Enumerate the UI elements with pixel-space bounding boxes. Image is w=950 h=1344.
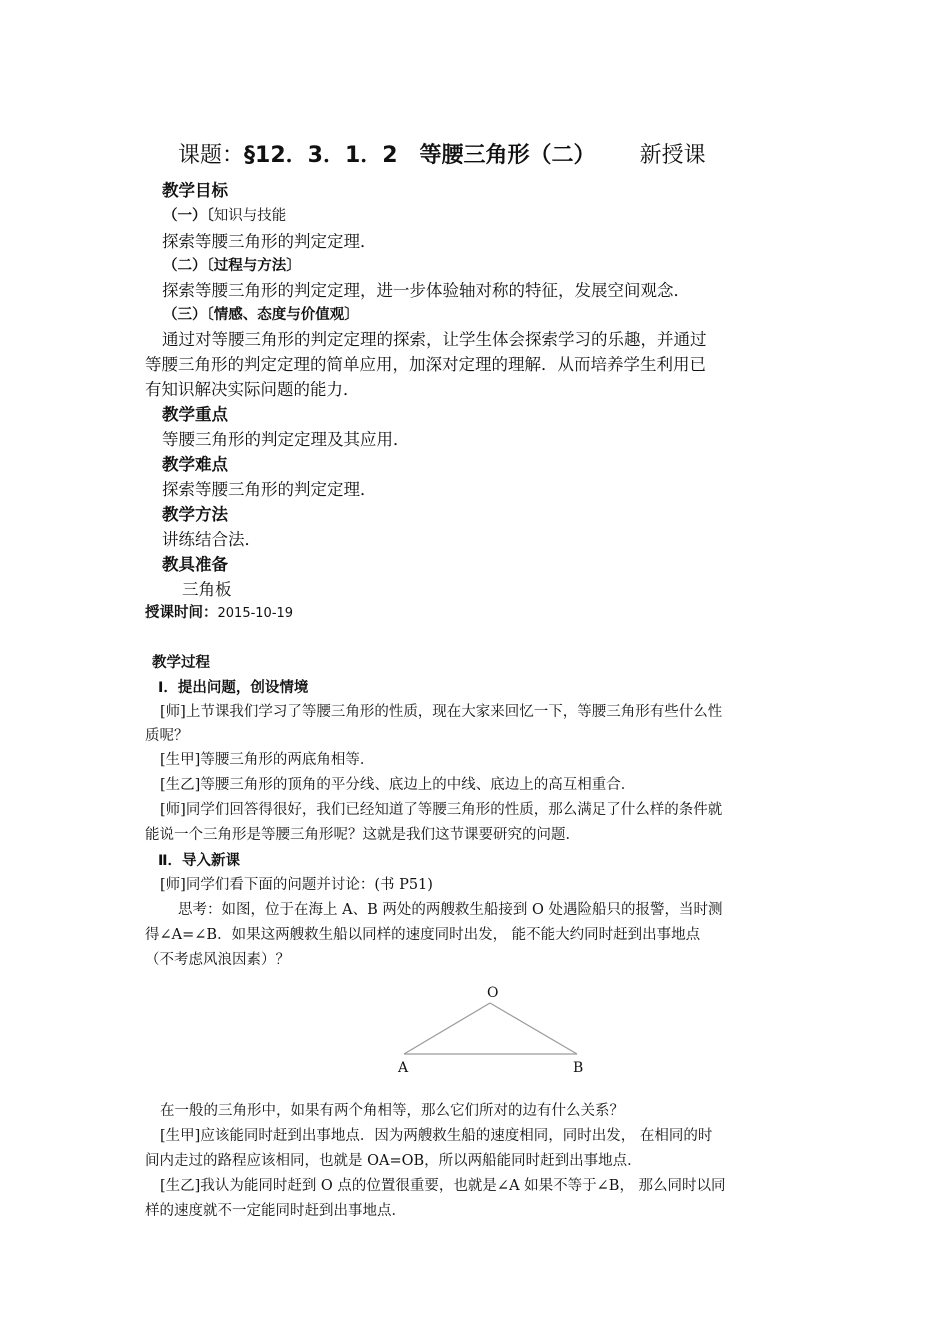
- title-lesson-type: 新授课: [639, 143, 706, 168]
- objectives-sub3-heading: （三）〔情感、态度与价值观〕: [163, 307, 359, 323]
- triangle-figure: [380, 975, 610, 1080]
- think-line: 思考：如图，位于在海上 A、B 两处的两艘救生船接到 O 处遇险船只的报警，当时测: [178, 902, 723, 918]
- section2-intro: [师]同学们看下面的问题并讨论：(书 P51): [160, 877, 433, 893]
- objectives-heading: 教学目标: [162, 181, 228, 200]
- discussion-line: 间内走过的路程应该相同，也就是 OA=OB，所以两船能同时赶到出事地点．: [145, 1153, 642, 1169]
- side-ob: [490, 1003, 577, 1054]
- title-prefix: 课题：: [178, 143, 245, 168]
- side-oa: [404, 1003, 490, 1054]
- dialogue-line: [生甲]等腰三角形的两底角相等．: [160, 752, 375, 768]
- objectives-sub1: [163, 204, 286, 225]
- title-main: §12．3．1．2 等腰三角形（二）: [244, 143, 596, 168]
- date-value: 2015-10-19: [217, 606, 294, 621]
- objectives-sub2-text: 探索等腰三角形的判定定理，进一步体验轴对称的特征，发展空间观念．: [162, 281, 690, 300]
- objectives-sub3-line: 等腰三角形的判定定理的简单应用，加深对定理的理解．从而培养学生利用已: [145, 355, 706, 374]
- difficulties-text: 探索等腰三角形的判定定理．: [162, 480, 377, 499]
- label-o: O: [487, 985, 499, 1001]
- dialogue-line: [生乙]等腰三角形的顶角的平分线、底边上的中线、底边上的高互相重合．: [160, 777, 636, 793]
- dialogue-line: [师]同学们回答得很好，我们已经知道了等腰三角形的性质，那么满足了什么样的条件就: [160, 802, 723, 818]
- dialogue-line: [师]上节课我们学习了等腰三角形的性质，现在大家来回忆一下，等腰三角形有些什么性: [160, 704, 723, 720]
- objectives-sub2-heading: （二）〔过程与方法〕: [163, 258, 301, 274]
- discussion-line: [生乙]我认为能同时赶到 O 点的位置很重要，也就是∠A 如果不等于∠B， 那么同时以同: [160, 1178, 726, 1194]
- method-heading: 教学方法: [162, 505, 228, 524]
- key-points-text: 等腰三角形的判定定理及其应用．: [162, 430, 410, 449]
- objectives-sub1-label: 知识与技能: [213, 208, 287, 224]
- think-line: （不考虑风浪因素）？: [145, 952, 290, 968]
- section2-heading: Ⅱ．导入新课: [158, 853, 241, 869]
- key-points-heading: 教学重点: [162, 405, 228, 424]
- section1-heading: Ⅰ．提出问题，创设情境: [158, 680, 309, 696]
- objectives-sub1-heading: （一）〔: [163, 208, 214, 224]
- discussion-line: 样的速度就不一定能同时赶到出事地点．: [145, 1203, 406, 1219]
- date-label: 授课时间：: [145, 605, 218, 621]
- think-line: 得∠A=∠B．如果这两艘救生船以同样的速度同时出发， 能不能大约同时赶到出事地点: [145, 927, 701, 943]
- tools-text: 三角板: [182, 580, 232, 599]
- process-heading: 教学过程: [152, 655, 210, 671]
- tools-heading: 教具准备: [162, 555, 228, 574]
- label-b: B: [573, 1060, 584, 1076]
- objectives-sub1-text: 探索等腰三角形的判定定理．: [162, 232, 377, 251]
- discussion-line: [生甲]应该能同时赶到出事地点．因为两艘救生船的速度相同，同时出发， 在相同的时: [160, 1128, 713, 1144]
- discussion-line: 在一般的三角形中，如果有两个角相等，那么它们所对的边有什么关系？: [160, 1103, 624, 1119]
- method-text: 讲练结合法．: [162, 530, 261, 549]
- lesson-date: [145, 601, 293, 622]
- objectives-sub3-line: 通过对等腰三角形的判定定理的探索，让学生体会探索学习的乐趣，并通过: [162, 330, 707, 349]
- dialogue-line: 能说一个三角形是等腰三角形呢？这就是我们这节课要研究的问题．: [145, 827, 580, 843]
- objectives-sub3-line: 有知识解决实际问题的能力．: [145, 380, 360, 399]
- lesson-title: [178, 138, 706, 169]
- difficulties-heading: 教学难点: [162, 455, 228, 474]
- dialogue-line: 质呢？: [145, 728, 189, 744]
- label-a: A: [398, 1060, 409, 1076]
